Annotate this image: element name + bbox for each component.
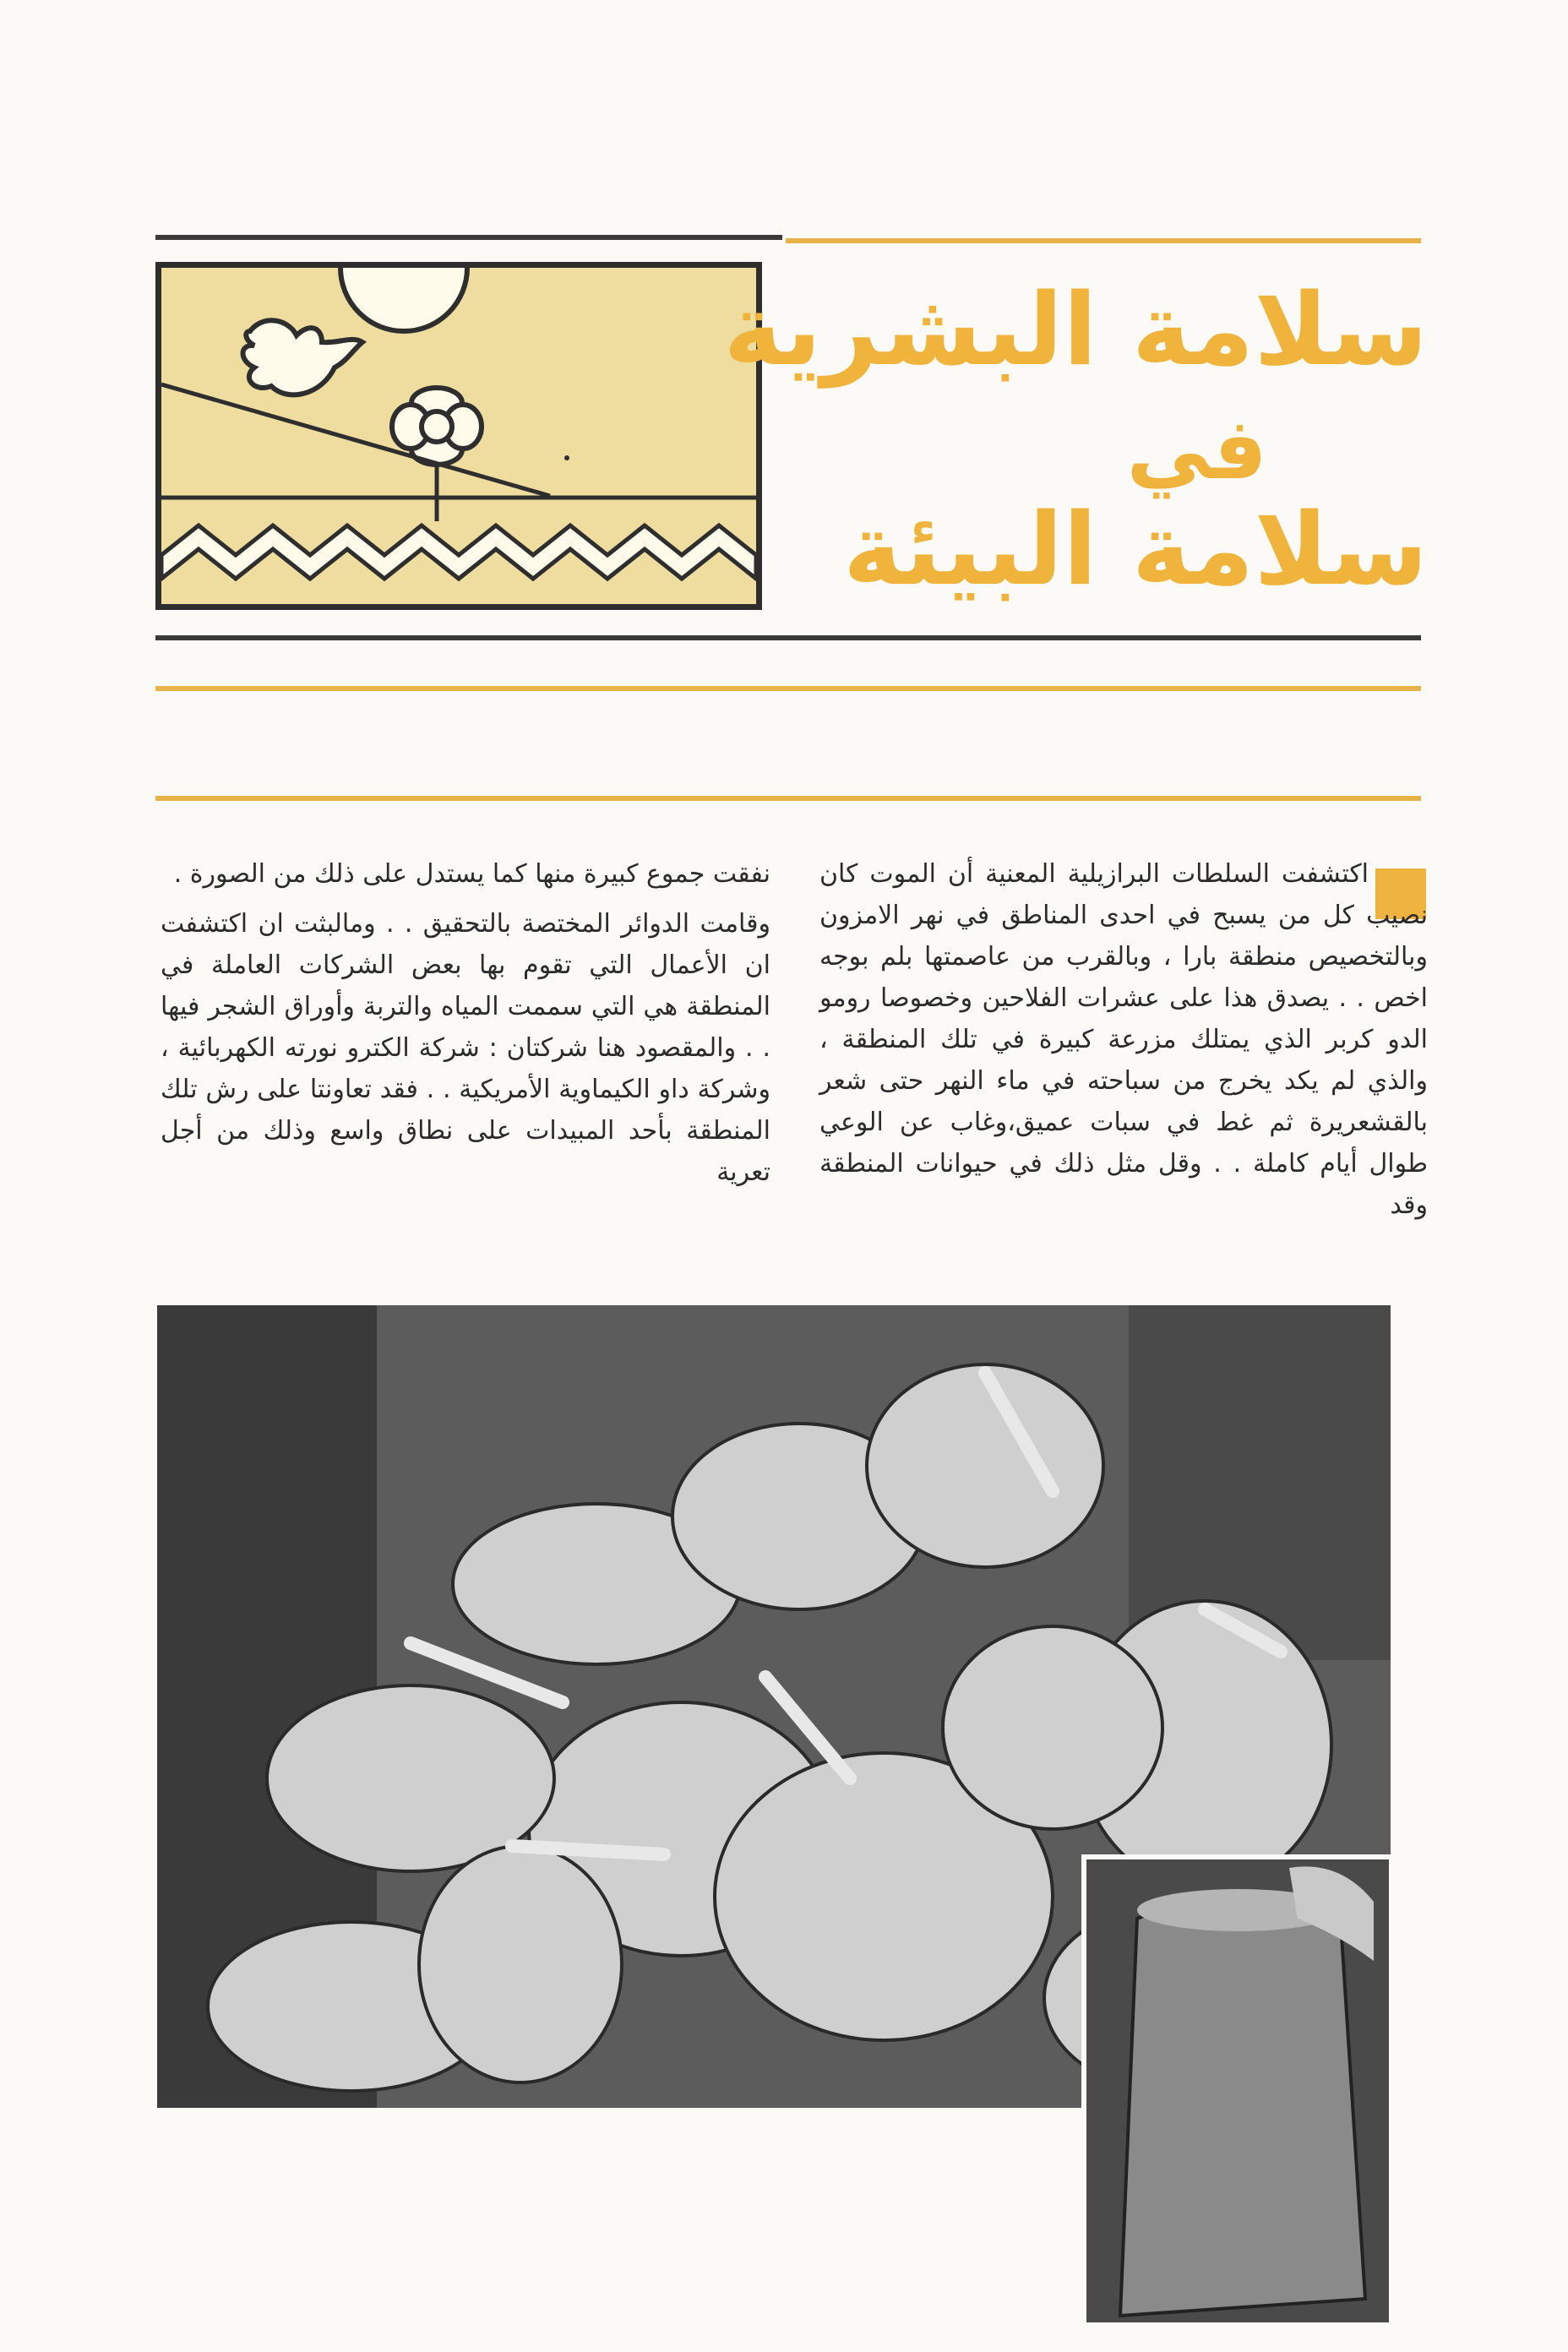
container-photo-placeholder: [1086, 1859, 1389, 2322]
top-dark-rule: [155, 235, 782, 240]
title-line-3: سلامة البيئة: [842, 491, 1428, 607]
paragraph: اكتشفت السلطات البرازيلية المعنية أن الموت كان نصيب كل من يسبح في احدى المناطق في نهر الامزون وبالتخصيص منطقة بارا ، وبالقرب من عاصمتها بلم بوجه اخص . . يصدق هذا على عشرات الفلاحين وخصوصا رومو الدو كربر الذي يمتلك مزرعة كبيرة في تلك المنطقة ، والذي لم يكد يخرج من سباحته في ماء النهر حتى شعر بالقشعريرة ثم غط في سبات عميق،وغاب عن الوعي طوال أيام كاملة . . وقل مثل ذلك في حيوانات المنطقة وقد: [819, 859, 1428, 1220]
title-line-1: سلامة البشرية: [723, 271, 1428, 388]
bottom-dark-rule: [155, 635, 1421, 640]
illustration-drawing: [161, 268, 756, 604]
title-line-2: في: [1126, 400, 1267, 498]
header-illustration: [155, 262, 762, 610]
sun-icon: [340, 268, 467, 331]
paragraph: وقامت الدوائر المختصة بالتحقيق . . ومالبثت ان اكتشفت ان الأعمال التي تقوم بها بعض الشركات العاملة في المنطقة هي التي سممت المياه والتربة وأوراق الشجر فيها . . والمقصود هنا شركتان : شركة الكترو نورته الكهربائية ، وشركة داو الكيماوية الأمريكية . . فقد تعاونتا على رش تلك المنطقة بأحد المبيدات على نطاق واسع وذلك من أجل تعرية: [161, 909, 770, 1187]
gold-rule-2: [155, 796, 1421, 801]
paragraph: نفقت جموع كبيرة منها كما يستدل على ذلك من الصورة .: [173, 859, 770, 889]
right-column: [819, 853, 1428, 1234]
bird-icon: [243, 320, 363, 395]
inset-photo: [1081, 1854, 1394, 2328]
gold-rule-1: [155, 686, 1421, 691]
top-gold-rule: [786, 238, 1421, 243]
left-column: [161, 853, 770, 1201]
wave-pattern: [161, 525, 756, 579]
article-title: [723, 253, 1428, 642]
